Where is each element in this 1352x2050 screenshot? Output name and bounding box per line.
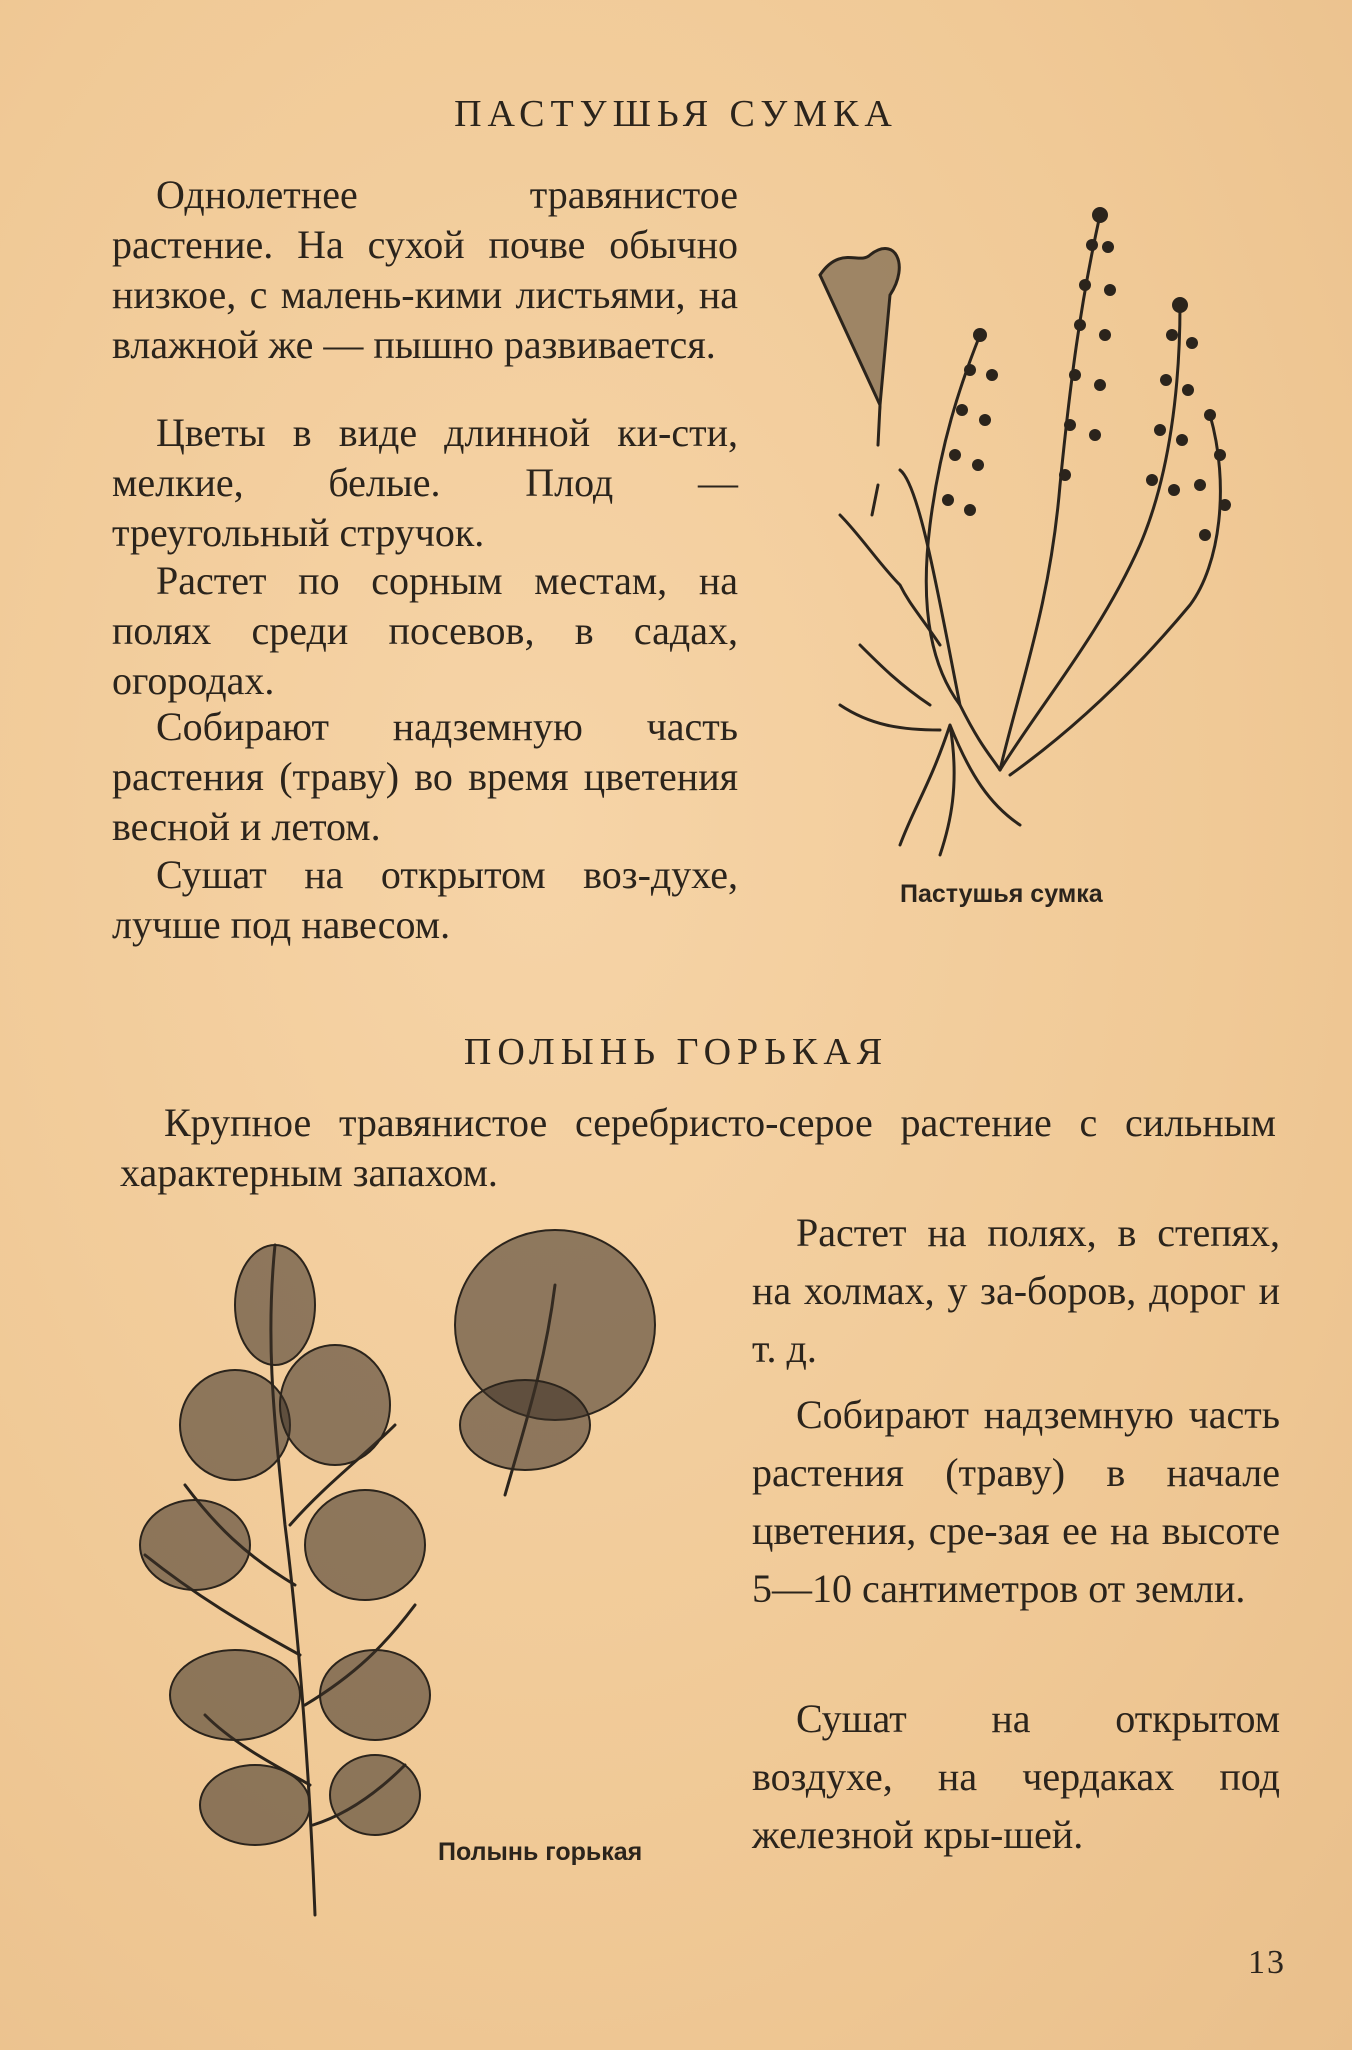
paragraph-flowers: Цветы в виде длинной ки-сти, мелкие, белые. Плод — треугольный стручок.: [112, 410, 738, 555]
wormwood-illustration-icon: [125, 1225, 705, 1925]
paragraph-wormwood-intro: Крупное травянистое серебристо-серое растение с сильным характерным запахом.: [120, 1100, 1276, 1195]
section-title-wormwood: ПОЛЫНЬ ГОРЬКАЯ: [463, 1031, 889, 1073]
caption-shepherds-purse: Пастушья сумка: [900, 880, 1103, 908]
paragraph-description: Однолетнее травянистое растение. На сухой почве обычно низкое, с малень-кими листьями, на влажной же — пышно развивается.: [112, 172, 738, 367]
paragraph-habitat: Растет по сорным местам, на полях среди посевов, в садах, огородах.: [112, 558, 738, 703]
paragraph-drying: Сушат на открытом воз-духе, лучше под навесом.: [112, 852, 738, 947]
paragraph-collection: Собирают надземную часть растения (траву) во время цветения весной и летом.: [112, 704, 738, 849]
paragraph-wormwood-drying: Сушат на открытом воздухе, на чердаках под железной кры-шей.: [752, 1696, 1280, 1857]
caption-wormwood: Полынь горькая: [438, 1838, 643, 1866]
paragraph-wormwood-habitat: Растет на полях, в степях, на холмах, у за-боров, дорог и т. д.: [752, 1210, 1280, 1371]
shepherds-purse-illustration-icon: [800, 185, 1270, 865]
paragraph-wormwood-collection: Собирают надземную часть растения (траву) в начале цветения, сре-зая ее на высоте 5—10 сантиметров от земли.: [752, 1392, 1280, 1611]
section-title-shepherds-purse: ПАСТУШЬЯ СУМКА: [454, 93, 898, 135]
page-number: 13: [1248, 1944, 1286, 1981]
